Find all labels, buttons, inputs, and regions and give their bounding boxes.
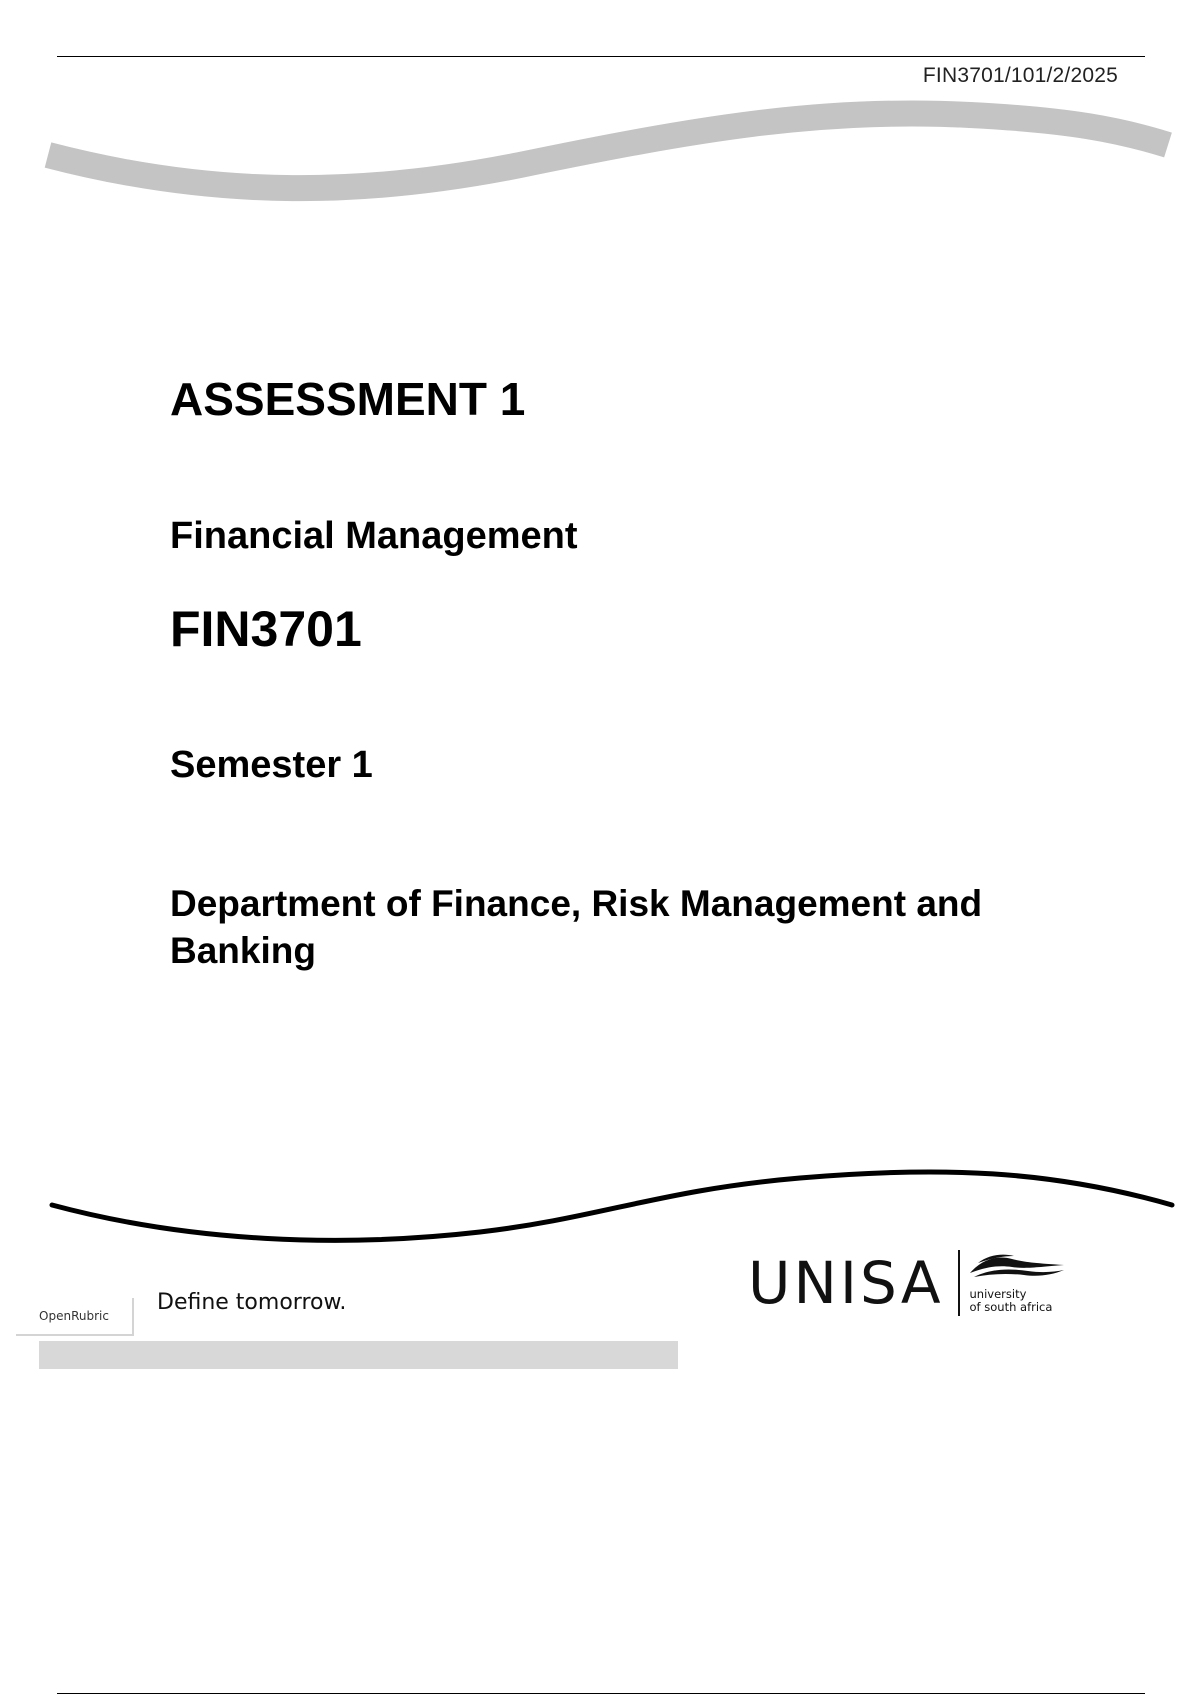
grey-bar-decoration	[39, 1341, 678, 1369]
logo-subtitle-line2: of south africa	[969, 1300, 1053, 1314]
unisa-logo-word: UNISA	[748, 1248, 944, 1317]
top-wave-decoration	[40, 95, 1175, 225]
department-name: Department of Finance, Risk Management and Banking	[170, 883, 983, 971]
unisa-logo	[748, 1245, 1068, 1320]
logo-divider	[958, 1250, 960, 1316]
assessment-title: ASSESSMENT 1	[170, 373, 526, 425]
logo-subtitle	[970, 1288, 1053, 1314]
bottom-rule	[57, 1693, 1145, 1694]
bird-wing-icon	[968, 1251, 1066, 1281]
logo-subtitle-line1: university	[969, 1287, 1027, 1301]
semester-label: Semester 1	[170, 744, 373, 786]
logo-emblem-block	[968, 1245, 1068, 1320]
module-code: FIN3701	[170, 601, 362, 657]
openrubric-watermark: OpenRubric	[16, 1298, 134, 1336]
document-code: FIN3701/101/2/2025	[922, 64, 1118, 87]
module-name: Financial Management	[170, 515, 578, 557]
top-rule	[57, 56, 1145, 57]
tagline: Define tomorrow.	[157, 1290, 347, 1315]
